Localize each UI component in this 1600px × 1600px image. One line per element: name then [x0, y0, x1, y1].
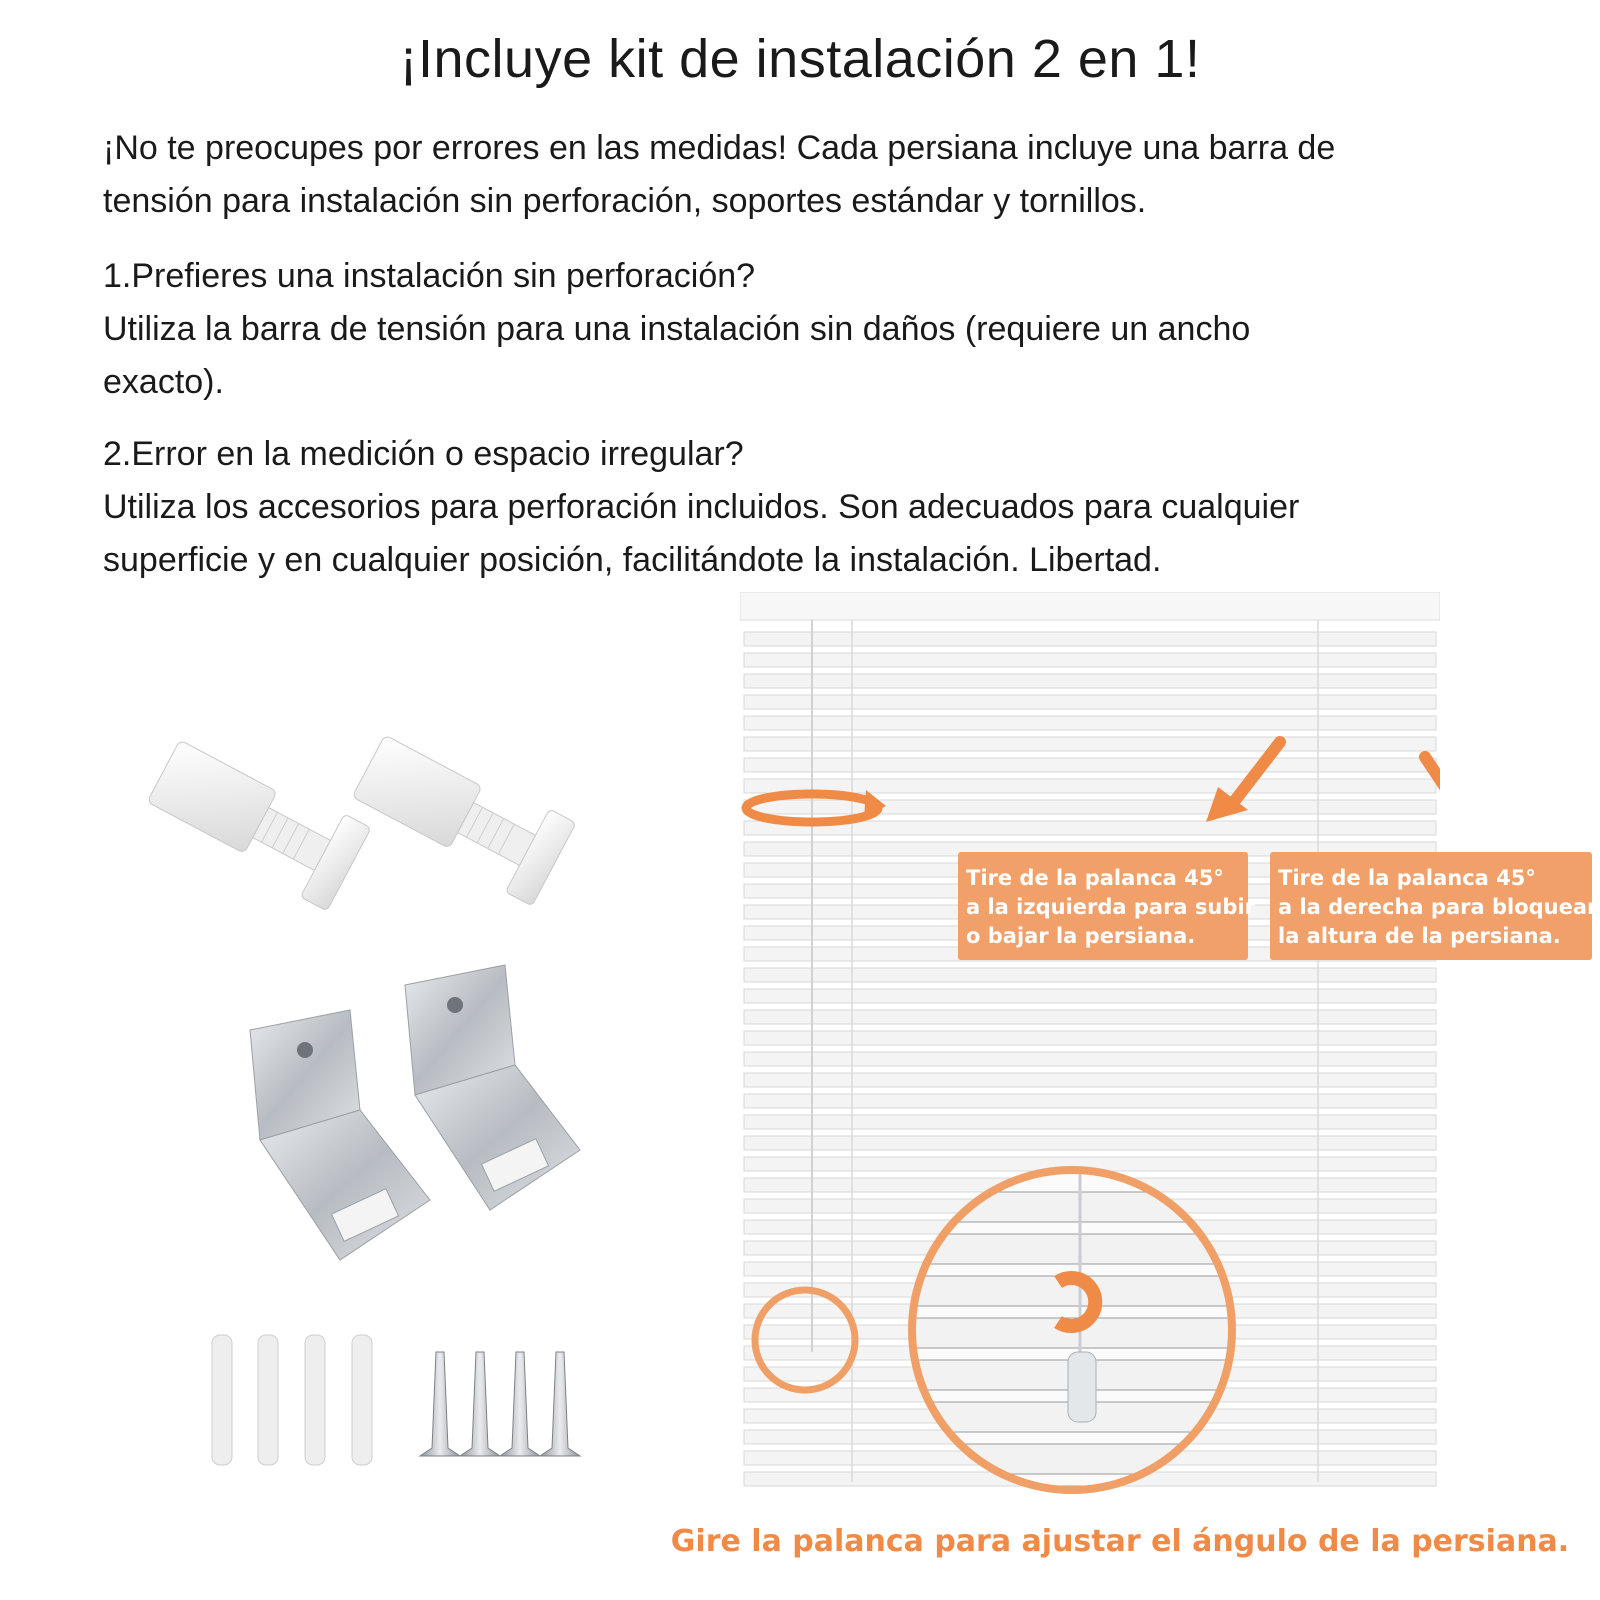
- option-1-heading: 1.Prefieres una instalación sin perforación?: [103, 257, 756, 295]
- slat: [744, 1010, 1436, 1024]
- option-2-line-2: superficie y en cualquier posición, facilitándote la instalación. Libertad.: [103, 541, 1162, 579]
- callout-right-line-2: a la derecha para bloquear: [1278, 895, 1598, 919]
- callout-tilt-right: [1270, 852, 1598, 960]
- option-2-line-1: Utiliza los accesorios para perforación incluidos. Son adecuados para cualquier: [103, 488, 1300, 526]
- option-1-line-1: Utiliza la barra de tensión para una instalación sin daños (requiere un ancho: [103, 310, 1251, 348]
- mounting-bracket-2: [405, 965, 580, 1210]
- slat: [744, 800, 1436, 814]
- callout-left-line-2: a la izquierda para subir: [966, 895, 1255, 919]
- slat: [744, 989, 1436, 1003]
- installation-kit-illustration: [0, 0, 700, 1600]
- bottom-caption: Gire la palanca para ajustar el ángulo de la persiana.: [670, 1524, 1570, 1559]
- callout-right-line-3: la altura de la persiana.: [1278, 924, 1561, 948]
- callout-left-line-3: o bajar la persiana.: [966, 924, 1196, 948]
- callout-right-line-1: Tire de la palanca 45°: [1278, 866, 1536, 890]
- venetian-blind-illustration: [740, 592, 1440, 1512]
- slat: [744, 737, 1436, 751]
- tension-rod-cap-2: [347, 724, 577, 906]
- magnified-slat: [910, 1234, 1240, 1264]
- intro-line-1: ¡No te preocupes por errores en las medidas! Cada persiana incluye una barra de: [103, 129, 1336, 167]
- mounting-bracket-1: [250, 1010, 430, 1260]
- option-2-heading: 2.Error en la medición o espacio irregular?: [103, 435, 744, 473]
- screws: [420, 1352, 580, 1456]
- wall-anchors: [212, 1335, 372, 1465]
- slat: [744, 779, 1436, 793]
- page-title: ¡Incluye kit de instalación 2 en 1!: [399, 29, 1201, 89]
- slat: [744, 674, 1436, 688]
- slat: [744, 1094, 1436, 1108]
- headrail: [740, 592, 1440, 620]
- slat: [744, 1136, 1436, 1150]
- tension-rod-cap-1: [142, 729, 372, 911]
- slat: [744, 1115, 1436, 1129]
- slat: [744, 758, 1436, 772]
- slat: [744, 716, 1436, 730]
- slat: [744, 1052, 1436, 1066]
- slat: [744, 968, 1436, 982]
- slat: [744, 1073, 1436, 1087]
- slat: [744, 695, 1436, 709]
- callout-left-line-1: Tire de la palanca 45°: [966, 866, 1224, 890]
- intro-line-2: tensión para instalación sin perforación, soportes estándar y tornillos.: [103, 182, 1147, 220]
- callout-tilt-left: [958, 852, 1255, 960]
- slat: [744, 1031, 1436, 1045]
- slat: [744, 653, 1436, 667]
- option-1-line-2: exacto).: [103, 363, 224, 401]
- slat: [744, 632, 1436, 646]
